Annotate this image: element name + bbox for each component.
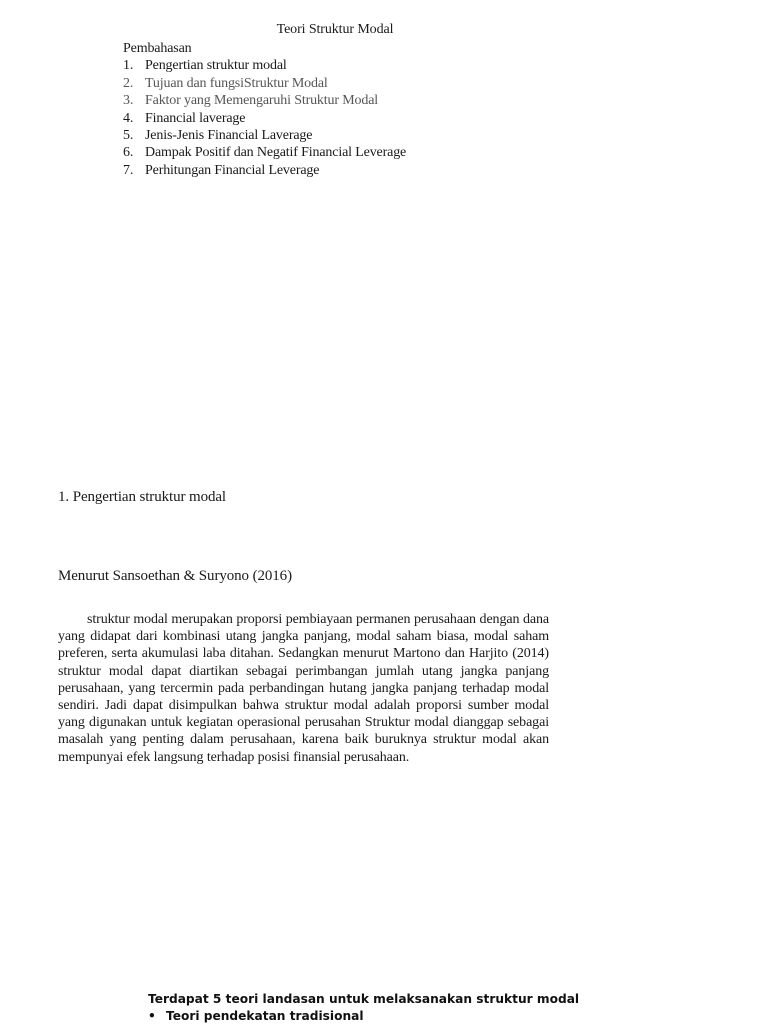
toc-item-label: Dampak Positif dan Negatif Financial Leverage xyxy=(145,145,407,161)
toc-list xyxy=(123,57,406,179)
toc-item xyxy=(123,57,406,74)
list-item xyxy=(148,1008,579,1025)
toc-item xyxy=(123,162,406,179)
toc-item-number: 6. xyxy=(123,145,134,161)
document-title: Teori Struktur Modal xyxy=(276,22,394,37)
toc-item xyxy=(123,75,406,92)
toc-item-label: Tujuan dan fungsiStruktur Modal xyxy=(145,75,328,91)
toc-item-number: 1. xyxy=(123,58,134,74)
toc-item-number: 5. xyxy=(123,128,134,144)
bullet-icon: • xyxy=(148,1009,156,1023)
toc-item-label: Faktor yang Memengaruhi Struktur Modal xyxy=(145,93,379,109)
toc-heading: Pembahasan xyxy=(123,41,192,56)
theory-label: Teori pendekatan tradisional xyxy=(166,1009,364,1023)
table-of-contents xyxy=(123,40,406,179)
toc-item xyxy=(123,144,406,161)
toc-item-label: Jenis-Jenis Financial Laverage xyxy=(145,128,313,144)
toc-item-label: Pengertian struktur modal xyxy=(145,58,287,74)
body-paragraph: struktur modal merupakan proporsi pembiayaan permanen perusahaan dengan dana yang didapat dari kombinasi utang jangka panjang, modal saham biasa, modal saham preferen, serta akumulasi laba ditahan. Sedangkan menurut Martono dan Harjito (2014) struktur modal dapat diartikan sebagai perimbangan jumlah utang jangka panjang perusahaan, yang tercermin pada perbandingan hutang jangka panjang terhadap modal sendiri. Jadi dapat disimpulkan bahwa struktur modal adalah proporsi sumber modal yang digunakan untuk kegiatan operasional perusahan Struktur modal dianggap sebagai masalah yang penting dalam perusahaan, karena baik buruknya struktur modal akan mempunyai efek langsung terhadap posisi finansial perusahaan. xyxy=(58,612,549,765)
toc-item xyxy=(123,110,406,127)
toc-item-label: Perhitungan Financial Leverage xyxy=(145,162,320,178)
theories-intro: Terdapat 5 teori landasan untuk melaksanakan struktur modal xyxy=(148,992,580,1006)
theory-list xyxy=(148,1008,579,1025)
theories-section xyxy=(148,991,579,1025)
source-citation: Menurut Sansoethan & Suryono (2016) xyxy=(58,568,292,584)
section-heading: 1. Pengertian struktur modal xyxy=(58,489,227,505)
toc-item xyxy=(123,92,406,109)
toc-item-number: 4. xyxy=(123,110,134,126)
toc-item-number: 2. xyxy=(123,75,134,91)
toc-item-number: 3. xyxy=(123,93,134,109)
toc-item-label: Financial laverage xyxy=(145,110,246,126)
toc-item xyxy=(123,127,406,144)
toc-item-number: 7. xyxy=(123,162,134,178)
